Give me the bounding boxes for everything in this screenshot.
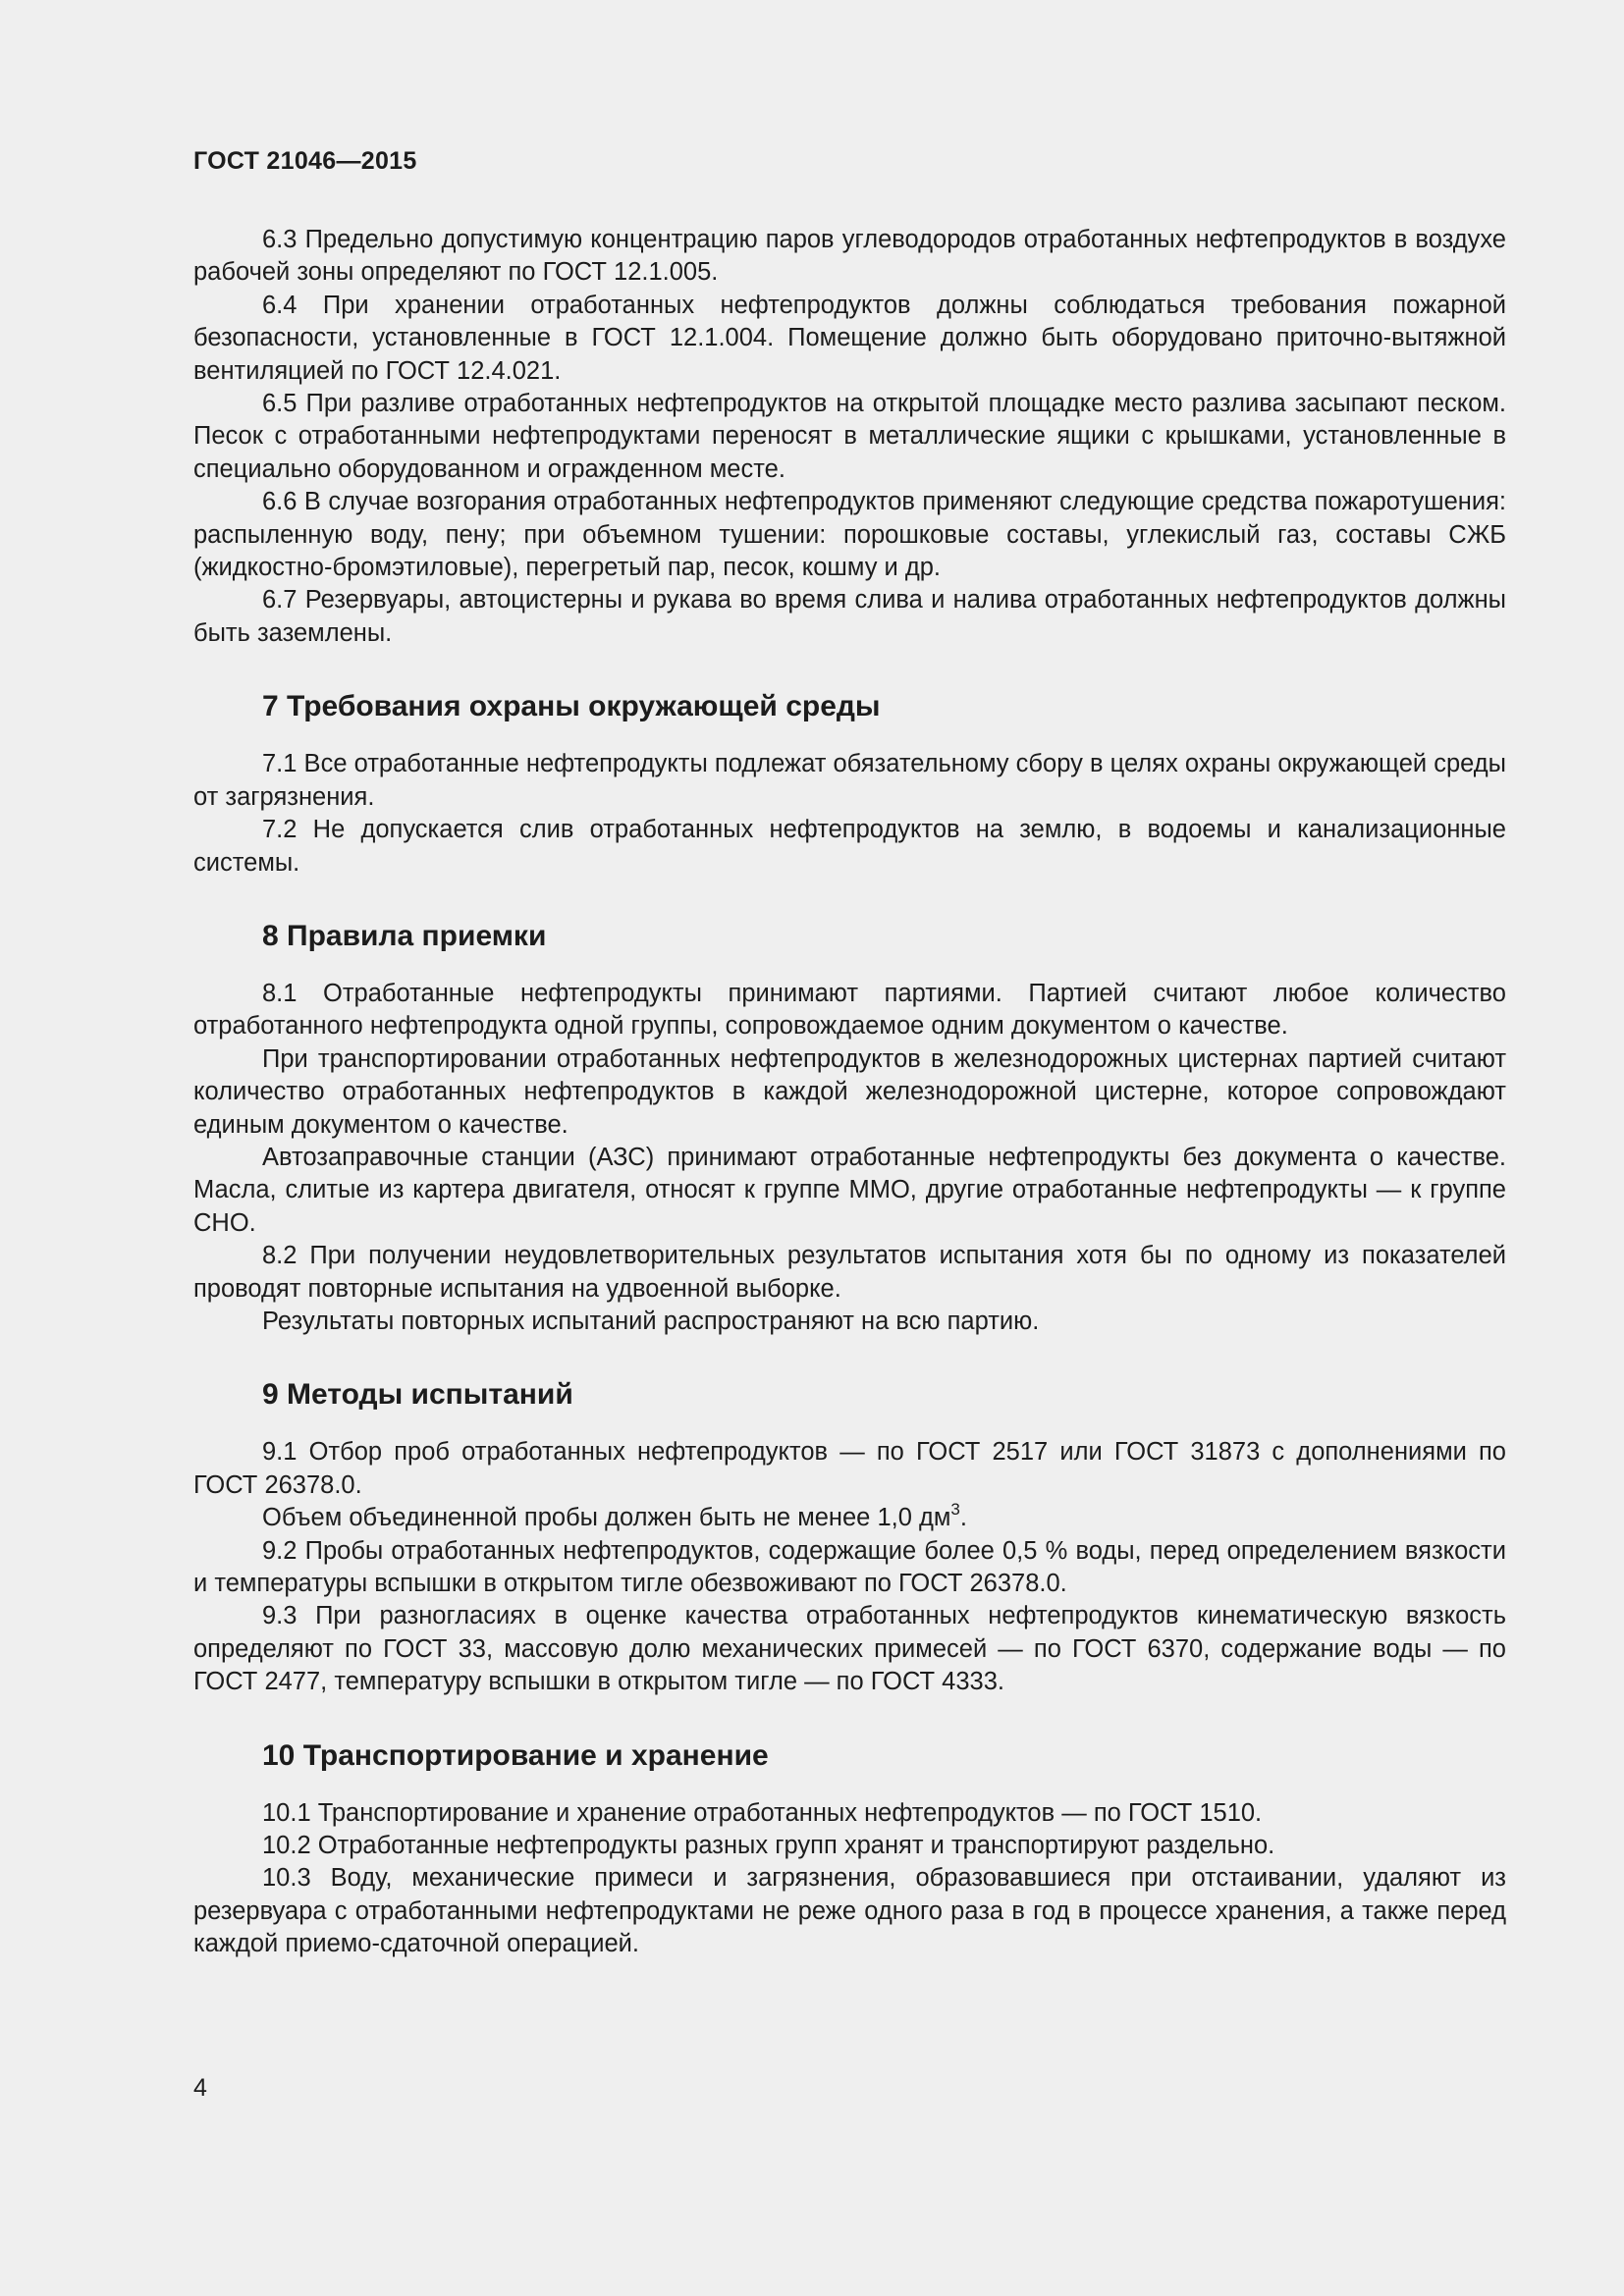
paragraph-8-1: 8.1 Отработанные нефтепродукты принимают партиями. Партией считают любое количество отработанного нефтепродукта одной группы, сопровождаемое одним документом о качестве. <box>193 979 1506 1041</box>
volume-exponent: 3 <box>950 1499 960 1519</box>
section-7-title: 7 Требования охраны окружающей среды <box>262 690 881 723</box>
paragraph-6-5: 6.5 При разливе отработанных нефтепродуктов на открытой площадке место разлива засыпают песком. Песок с отработанными нефтепродуктами переносят в металлические ящики с крышками, установленные в специально оборудованном и огражденном месте. <box>193 390 1506 483</box>
section-8-title: 8 Правила приемки <box>262 919 547 952</box>
paragraph-8-2: 8.2 При получении неудовлетворительных результатов испытания хотя бы по одному из показателей проводят повторные испытания на удвоенной выборке. <box>193 1242 1506 1303</box>
paragraph-8-1-azs: Автозаправочные станции (АЗС) принимают отработанные нефтепродукты без документа о качестве. Масла, слитые из картера двигателя, относят к группе ММО, другие отработанные нефтепродукты — к группе СНО. <box>193 1143 1506 1237</box>
page-number: 4 <box>193 2074 207 2102</box>
paragraph-9-1: 9.1 Отбор проб отработанных нефтепродуктов — по ГОСТ 2517 или ГОСТ 31873 с дополнениями по ГОСТ 26378.0. <box>193 1438 1506 1499</box>
paragraph-6-6: 6.6 В случае возгорания отработанных нефтепродуктов применяют следующие средства пожаротушения: распыленную воду, пену; при объемном тушении: порошковые составы, углекислый газ, составы СЖБ (жидкостно-бромэтиловые), перегретый пар, песок, кошму и др. <box>193 488 1506 582</box>
section-9-title: 9 Методы испытаний <box>262 1378 573 1412</box>
paragraph-9-2: 9.2 Пробы отработанных нефтепродуктов, содержащие более 0,5 % воды, перед определением вязкости и температуры вспышки в открытом тигле обезвоживают по ГОСТ 26378.0. <box>193 1536 1506 1597</box>
section-10-title: 10 Транспортирование и хранение <box>262 1738 769 1772</box>
volume-end: . <box>959 1504 967 1532</box>
volume-text: Объем объединенной пробы должен быть не менее 1,0 дм <box>262 1504 951 1532</box>
paragraph-7-2: 7.2 Не допускается слив отработанных нефтепродуктов на землю, в водоемы и канализационные системы. <box>193 816 1506 877</box>
paragraph-9-3: 9.3 При разногласиях в оценке качества отработанных нефтепродуктов кинематическую вязкость определяют по ГОСТ 33, массовую долю механических примесей — по ГОСТ 6370, содержание воды — по ГОСТ 2477, температуру вспышки в открытом тигле — по ГОСТ 4333. <box>193 1602 1506 1696</box>
paragraph-9-1-volume <box>193 1499 1506 1534</box>
paragraph-8-1-railway: При транспортировании отработанных нефтепродуктов в железнодорожных цистернах партией считают количество отработанных нефтепродуктов в каждой железнодорожной цистерне, которое сопровождают единым документом о качестве. <box>193 1044 1506 1139</box>
paragraph-8-2-results: Результаты повторных испытаний распространяют на всю партию. <box>262 1307 1040 1335</box>
paragraph-6-4: 6.4 При хранении отработанных нефтепродуктов должны соблюдаться требования пожарной безопасности, установленные в ГОСТ 12.1.004. Помещение должно быть оборудовано приточно-вытяжной вентиляцией по ГОСТ 12.4.021. <box>193 291 1506 385</box>
paragraph-10-2: 10.2 Отработанные нефтепродукты разных групп хранят и транспортируют раздельно. <box>262 1832 1275 1860</box>
document-body <box>193 224 1506 1961</box>
paragraph-10-1: 10.1 Транспортирование и хранение отработанных нефтепродуктов — по ГОСТ 1510. <box>262 1798 1263 1827</box>
paragraph-6-7: 6.7 Резервуары, автоцистерны и рукава во время слива и налива отработанных нефтепродуктов должны быть заземлены. <box>193 586 1506 647</box>
paragraph-7-1: 7.1 Все отработанные нефтепродукты подлежат обязательному сбору в целях охраны окружающей среды от загрязнения. <box>193 750 1506 811</box>
paragraph-10-3: 10.3 Воду, механические примеси и загрязнения, образовавшиеся при отстаивании, удаляют из резервуара с отработанными нефтепродуктами не реже одного раза в год в процессе хранения, а также перед каждой приемо-сдаточной операцией. <box>193 1864 1506 1958</box>
document-header: ГОСТ 21046—2015 <box>193 147 417 175</box>
paragraph-6-3: 6.3 Предельно допустимую концентрацию паров углеводородов отработанных нефтепродуктов в воздухе рабочей зоны определяют по ГОСТ 12.1.005. <box>193 226 1506 287</box>
